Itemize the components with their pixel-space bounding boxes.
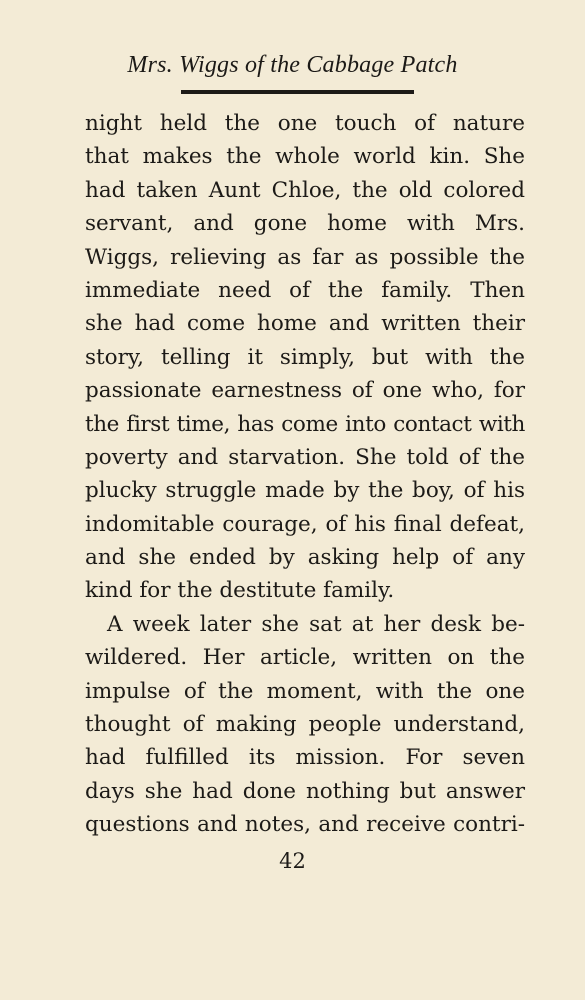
text-line: immediate need of the family. Then	[85, 277, 525, 303]
running-head-title: Mrs. Wiggs of the Cabbage Patch	[127, 52, 458, 78]
text-line: passionate earnestness of one who, for	[85, 378, 525, 404]
text-line: Wiggs, relieving as far as possible the	[85, 244, 525, 270]
text-line: that makes the whole world kin. She	[85, 144, 525, 170]
paragraph-start-line: A week later she sat at her desk be-	[107, 611, 525, 637]
text-line: the first time, has come into contact with	[85, 411, 525, 437]
text-line: story, telling it simply, but with the	[85, 344, 525, 370]
text-line: questions and notes, and receive contri-	[85, 812, 525, 838]
text-line: indomitable courage, of his final defeat,	[85, 511, 525, 537]
text-line: had fulfilled its mission. For seven	[85, 745, 525, 771]
text-line: and she ended by asking help of any	[85, 545, 525, 571]
paragraph-end-line: kind for the destitute family.	[85, 578, 395, 604]
text-line: poverty and starvation. She told of the	[85, 444, 525, 470]
text-line: days she had done nothing but answer	[85, 778, 525, 804]
text-line: servant, and gone home with Mrs.	[85, 211, 525, 237]
page-number: 42	[279, 849, 306, 873]
text-line: night held the one touch of nature	[85, 111, 525, 136]
header-rule	[181, 90, 414, 94]
text-line: plucky struggle made by the boy, of his	[85, 478, 525, 504]
body-text	[85, 107, 525, 842]
text-line: had taken Aunt Chloe, the old colored	[85, 177, 525, 203]
text-line: impulse of the moment, with the one	[85, 678, 525, 704]
text-line: thought of making people understand,	[85, 712, 525, 738]
text-line: wildered. Her article, written on the	[85, 645, 525, 671]
text-line: she had come home and written their	[85, 311, 525, 337]
